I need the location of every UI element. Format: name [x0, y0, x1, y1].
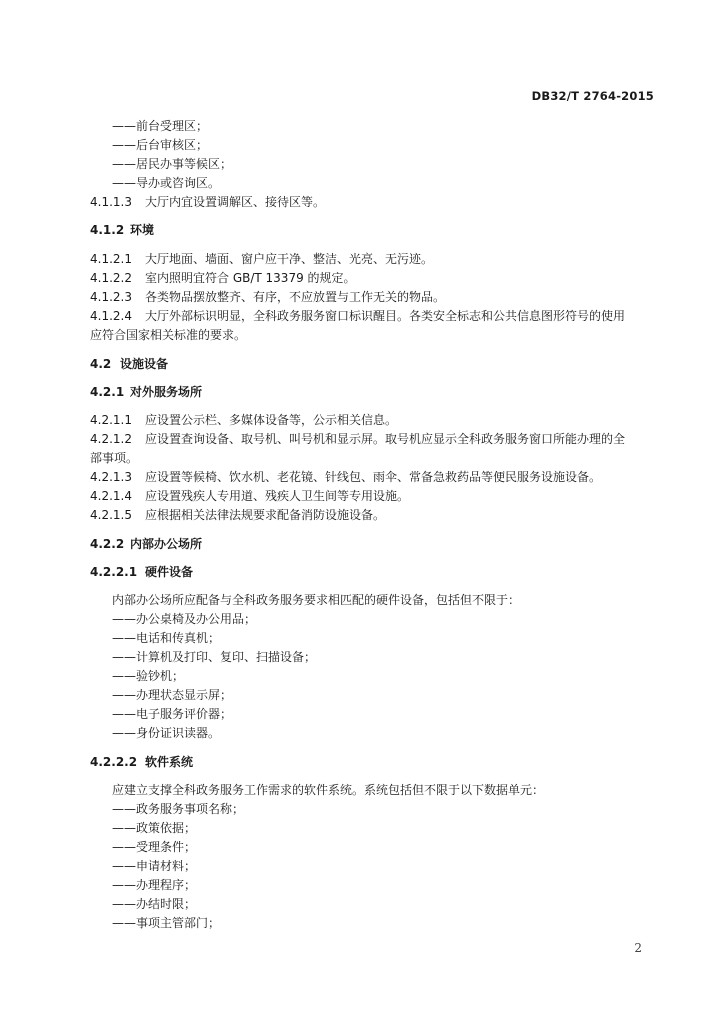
- section-title: 硬件设备: [145, 565, 194, 579]
- clause-number: 4.2.1.4: [90, 489, 132, 503]
- list-item: ——前台受理区；: [112, 119, 209, 133]
- list-item: ——计算机及打印、复印、扫描设备；: [112, 650, 317, 664]
- list-item: ——申请材料；: [112, 859, 197, 873]
- section-title: 设施设备: [120, 357, 169, 371]
- list-item: ——办理程序；: [112, 878, 197, 892]
- clause: [90, 431, 625, 447]
- clause-text: 应设置查询设备、取号机、叫号机和显示屏。取号机应显示全科政务服务窗口所能办理的全: [145, 432, 626, 446]
- clause: [90, 251, 433, 267]
- section-number: 4.2.2: [90, 537, 125, 551]
- clause-continuation: 部事项。: [90, 451, 139, 465]
- list-item: ——电话和传真机；: [112, 631, 221, 645]
- clause-number: 4.2.1.5: [90, 508, 132, 522]
- clause-number: 4.1.1.3: [90, 195, 132, 209]
- clause-continuation: 应符合国家相关标准的要求。: [90, 328, 247, 342]
- section-heading: [90, 536, 202, 552]
- list-item: ——电子服务评价器；: [112, 707, 233, 721]
- clause: [90, 194, 325, 210]
- section-number: 4.2: [90, 357, 112, 371]
- clause: [90, 488, 409, 504]
- clause-number: 4.1.2.2: [90, 271, 132, 285]
- clause-text: 应设置公示栏、多媒体设备等，公示相关信息。: [145, 413, 398, 427]
- list-item: ——办理状态显示屏；: [112, 688, 233, 702]
- section-heading: [90, 384, 202, 400]
- clause-text: 大厅内宜设置调解区、接待区等。: [145, 195, 326, 209]
- clause-text: 应设置残疾人专用道、残疾人卫生间等专用设施。: [145, 489, 410, 503]
- list-item: ——办结时限；: [112, 897, 197, 911]
- clause: [90, 412, 397, 428]
- list-item: ——受理条件；: [112, 840, 197, 854]
- section-title: 环境: [130, 223, 155, 237]
- section-heading: [90, 222, 154, 238]
- paragraph: 应建立支撑全科政务服务工作需求的软件系统。系统包括但不限于以下数据单元：: [112, 783, 545, 797]
- clause-text: 室内照明宜符合 GB/T 13379 的规定。: [145, 271, 356, 285]
- page-number: 2: [634, 941, 642, 955]
- section-number: 4.1.2: [90, 223, 125, 237]
- section-heading: [90, 754, 193, 770]
- clause-text: 大厅地面、墙面、窗户应干净、整洁、光亮、无污迹。: [145, 252, 434, 266]
- section-heading: [90, 356, 168, 372]
- list-item: ——后台审核区；: [112, 138, 209, 152]
- section-number: 4.2.1: [90, 385, 125, 399]
- clause: [90, 507, 385, 523]
- section-title: 软件系统: [145, 755, 194, 769]
- clause: [90, 289, 445, 305]
- list-item: ——验钞机；: [112, 669, 185, 683]
- section-number: 4.2.2.1: [90, 565, 138, 579]
- section-heading: [90, 564, 193, 580]
- clause-text: 各类物品摆放整齐、有序，不应放置与工作无关的物品。: [145, 290, 446, 304]
- clause-number: 4.2.1.2: [90, 432, 132, 446]
- standard-code: DB32/T 2764-2015: [531, 89, 654, 103]
- paragraph: 内部办公场所应配备与全科政务服务要求相匹配的硬件设备，包括但不限于：: [112, 593, 521, 607]
- list-item: ——政务服务事项名称；: [112, 802, 245, 816]
- list-item: ——居民办事等候区；: [112, 157, 233, 171]
- clause: [90, 270, 356, 286]
- clause: [90, 308, 625, 324]
- section-number: 4.2.2.2: [90, 755, 138, 769]
- list-item: ——导办或咨询区。: [112, 176, 221, 190]
- section-title: 内部办公场所: [130, 537, 203, 551]
- list-item: ——政策依据；: [112, 821, 197, 835]
- section-title: 对外服务场所: [130, 385, 203, 399]
- list-item: ——身份证识读器。: [112, 726, 221, 740]
- list-item: ——事项主管部门；: [112, 916, 221, 930]
- list-item: ——办公桌椅及办公用品；: [112, 612, 257, 626]
- clause-number: 4.2.1.1: [90, 413, 132, 427]
- clause-text: 应根据相关法律法规要求配备消防设施设备。: [145, 508, 386, 522]
- clause-number: 4.1.2.1: [90, 252, 132, 266]
- clause-number: 4.2.1.3: [90, 470, 132, 484]
- clause-number: 4.1.2.3: [90, 290, 132, 304]
- clause-number: 4.1.2.4: [90, 309, 132, 323]
- clause-text: 应设置等候椅、饮水机、老花镜、针线包、雨伞、常备急救药品等便民服务设施设备。: [145, 470, 602, 484]
- clause-text: 大厅外部标识明显，全科政务服务窗口标识醒目。各类安全标志和公共信息图形符号的使用: [145, 309, 626, 323]
- clause: [90, 469, 601, 485]
